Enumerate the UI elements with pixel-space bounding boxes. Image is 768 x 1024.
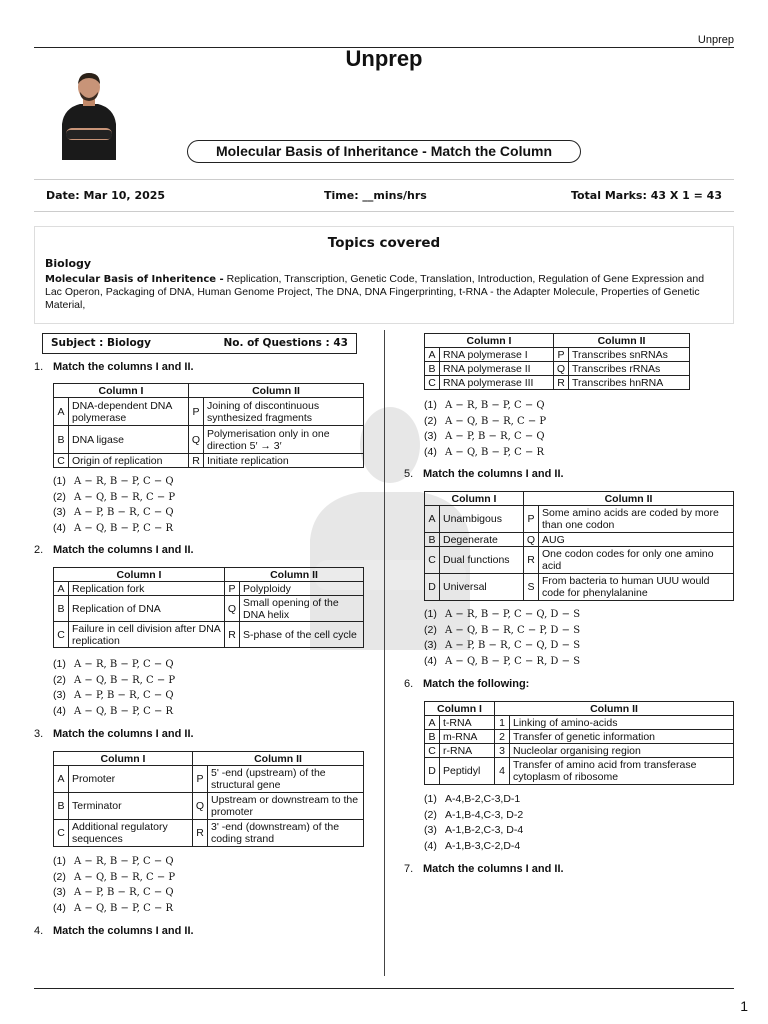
- column-2-cell: Transfer of genetic information: [510, 730, 734, 744]
- document-title: Molecular Basis of Inheritance - Match the Column: [187, 140, 581, 163]
- column-2-cell: AUG: [539, 533, 734, 547]
- match-table-q2: [53, 567, 364, 648]
- options-q2: [53, 657, 175, 719]
- row-key: Q: [193, 793, 208, 820]
- row-key: Q: [554, 362, 569, 376]
- table-row: [54, 426, 364, 454]
- table-row: [425, 348, 690, 362]
- table-row: [54, 766, 364, 793]
- row-key: S: [524, 574, 539, 601]
- table-row: [54, 596, 364, 622]
- option-2[interactable]: (2) A − Q, B − R, C − P, D − S: [424, 623, 581, 636]
- column-2-cell: 3' -end (downstream) of the coding strand: [208, 820, 364, 847]
- row-key: R: [189, 454, 204, 468]
- row-letter: D: [425, 758, 440, 785]
- option-3[interactable]: (3) A − P, B − R, C − Q: [53, 689, 174, 701]
- column-1-cell: r-RNA: [440, 744, 495, 758]
- column-2-cell: Transcribes hnRNA: [569, 376, 690, 390]
- question-text: Match the columns I and II.: [53, 728, 194, 740]
- row-key: R: [193, 820, 208, 847]
- topics-subject: Biology: [45, 257, 92, 270]
- row-letter: B: [425, 533, 440, 547]
- option-4[interactable]: (4) A − Q, B − P, C − R: [53, 521, 174, 534]
- page-number: 1: [740, 998, 748, 1014]
- options-q3: [53, 854, 175, 916]
- row-letter: B: [425, 730, 440, 744]
- row-letter: B: [54, 426, 69, 454]
- total-marks-label: Total Marks: 43 X 1 = 43: [570, 189, 722, 202]
- column-2-cell: Some amino acids are coded by more than one codon: [539, 506, 734, 533]
- question-5-heading: [404, 468, 564, 480]
- column-2-cell: Transfer of amino acid from transferase cytoplasm of ribosome: [510, 758, 734, 785]
- column-2-header: Column II: [524, 492, 734, 506]
- column-2-cell: Polymerisation only in one direction 5′ → 3′: [204, 426, 364, 454]
- column-1-cell: RNA polymerase I: [440, 348, 554, 362]
- row-letter: B: [425, 362, 440, 376]
- table-row: [425, 574, 734, 601]
- question-text: Match the columns I and II.: [53, 925, 194, 937]
- row-key: 4: [495, 758, 510, 785]
- option-1[interactable]: (1) A − R, B − P, C − Q: [53, 658, 174, 670]
- column-2-header: Column II: [189, 384, 364, 398]
- table-row: [54, 622, 364, 648]
- column-1-header: Column I: [425, 334, 554, 348]
- match-table-q1: [53, 383, 364, 468]
- column-1-cell: Promoter: [69, 766, 193, 793]
- column-1-cell: Terminator: [69, 793, 193, 820]
- option-2[interactable]: (2) A-1,B-4,C-3, D-2: [424, 808, 524, 821]
- row-letter: C: [54, 820, 69, 847]
- brand-title: Unprep: [345, 46, 423, 71]
- row-key: 1: [495, 716, 510, 730]
- match-table-q5: [424, 491, 734, 601]
- column-1-cell: RNA polymerase III: [440, 376, 554, 390]
- option-4[interactable]: (4) A − Q, B − P, C − R: [424, 445, 545, 458]
- row-letter: A: [425, 506, 440, 533]
- column-divider: [384, 330, 385, 976]
- row-letter: A: [425, 348, 440, 362]
- topics-items: Replication, Transcription, Genetic Code, Translation, Introduction, Regulation of Gene Expression and Lac Operon, Packaging of DNA, Human Genome Project, The DNA, DNA Fingerprinting, t-RNA - the Adapter Molecule, Properties of Genetic Material,: [45, 273, 705, 311]
- column-2-cell: 5' -end (upstream) of the structural gene: [208, 766, 364, 793]
- question-2-heading: [34, 544, 194, 556]
- table-row: [425, 506, 734, 533]
- column-2-cell: One codon codes for only one amino acid: [539, 547, 734, 574]
- question-4-heading: [34, 925, 194, 937]
- row-letter: A: [54, 582, 69, 596]
- question-text: Match the columns I and II.: [423, 863, 564, 875]
- column-2-cell: Nucleolar organising region: [510, 744, 734, 758]
- row-key: Q: [189, 426, 204, 454]
- row-letter: A: [54, 766, 69, 793]
- option-1[interactable]: (1) A − R, B − P, C − Q, D − S: [424, 608, 581, 620]
- date-label: Date: Mar 10, 2025: [46, 189, 166, 202]
- option-3[interactable]: (3) A − P, B − R, C − Q: [424, 430, 545, 442]
- author-avatar: [58, 72, 120, 160]
- table-row: [54, 582, 364, 596]
- question-number: 7.: [404, 863, 414, 875]
- row-letter: A: [54, 398, 69, 426]
- column-2-cell: Linking of amino-acids: [510, 716, 734, 730]
- option-2[interactable]: (2) A − Q, B − R, C − P: [53, 490, 176, 503]
- column-1-header: Column I: [54, 568, 225, 582]
- column-2-cell: S-phase of the cell cycle: [240, 622, 364, 648]
- row-key: P: [193, 766, 208, 793]
- column-1-header: Column I: [425, 702, 495, 716]
- footer-rule: [34, 988, 734, 989]
- option-1[interactable]: (1) A − R, B − P, C − Q: [53, 475, 174, 487]
- table-row: [425, 758, 734, 785]
- option-1[interactable]: (1) A-4,B-2,C-3,D-1: [424, 793, 521, 805]
- meta-rule: [34, 211, 734, 212]
- column-1-cell: RNA polymerase II: [440, 362, 554, 376]
- row-key: 2: [495, 730, 510, 744]
- column-1-cell: Replication fork: [69, 582, 225, 596]
- option-3[interactable]: (3) A − P, B − R, C − Q, D − S: [424, 639, 581, 651]
- table-row: [54, 793, 364, 820]
- question-6-heading: [404, 678, 529, 690]
- column-2-cell: Transcribes snRNAs: [569, 348, 690, 362]
- column-1-cell: Origin of replication: [69, 454, 189, 468]
- options-q4: [424, 398, 546, 460]
- table-row: [425, 547, 734, 574]
- subject-label: Subject : Biology: [51, 337, 152, 349]
- question-number: 3.: [34, 728, 44, 740]
- row-key: 3: [495, 744, 510, 758]
- table-row: [425, 376, 690, 390]
- column-1-cell: m-RNA: [440, 730, 495, 744]
- column-1-cell: Dual functions: [440, 547, 524, 574]
- question-number: 6.: [404, 678, 414, 690]
- question-7-heading: [404, 863, 564, 875]
- column-1-cell: Degenerate: [440, 533, 524, 547]
- topics-list: [45, 273, 723, 312]
- column-1-cell: DNA-dependent DNA polymerase: [69, 398, 189, 426]
- row-letter: C: [54, 622, 69, 648]
- match-table-q6: [424, 701, 734, 785]
- column-1-header: Column I: [54, 384, 189, 398]
- question-text: Match the following:: [423, 678, 530, 690]
- meta-rule: [34, 179, 734, 180]
- table-row: [425, 730, 734, 744]
- column-2-cell: From bacteria to human UUU would code for phenylalanine: [539, 574, 734, 601]
- time-label: Time: __mins/hrs: [324, 189, 427, 202]
- row-key: Q: [524, 533, 539, 547]
- column-1-cell: Additional regulatory sequences: [69, 820, 193, 847]
- option-4[interactable]: (4) A-1,B-3,C-2,D-4: [424, 839, 521, 852]
- column-2-cell: Initiate replication: [204, 454, 364, 468]
- question-number: 1.: [34, 361, 44, 373]
- table-row: [54, 454, 364, 468]
- match-table-q4: [424, 333, 690, 390]
- column-1-header: Column I: [425, 492, 524, 506]
- option-1[interactable]: (1) A − R, B − P, C − Q: [424, 399, 545, 411]
- options-q6: [424, 792, 523, 854]
- topics-heading: Topics covered: [327, 235, 441, 251]
- question-text: Match the columns I and II.: [53, 544, 194, 556]
- table-row: [54, 398, 364, 426]
- row-letter: C: [425, 547, 440, 574]
- row-key: P: [225, 582, 240, 596]
- row-key: R: [225, 622, 240, 648]
- column-2-cell: Joining of discontinuous synthesized fragments: [204, 398, 364, 426]
- row-key: P: [524, 506, 539, 533]
- column-2-header: Column II: [193, 752, 364, 766]
- question-count: No. of Questions : 43: [223, 337, 348, 349]
- row-letter: C: [425, 376, 440, 390]
- column-2-header: Column II: [495, 702, 734, 716]
- option-2[interactable]: (2) A − Q, B − R, C − P: [53, 870, 176, 883]
- option-4[interactable]: (4) A − Q, B − P, C − R: [53, 704, 174, 717]
- option-2[interactable]: (2) A − Q, B − R, C − P: [424, 414, 547, 427]
- meta-row: [46, 189, 722, 203]
- row-letter: B: [54, 793, 69, 820]
- row-key: P: [554, 348, 569, 362]
- row-key: R: [554, 376, 569, 390]
- row-letter: A: [425, 716, 440, 730]
- column-1-cell: Universal: [440, 574, 524, 601]
- column-1-cell: Replication of DNA: [69, 596, 225, 622]
- table-row: [425, 533, 734, 547]
- topics-covered-box: [34, 226, 734, 324]
- option-3[interactable]: (3) A − P, B − R, C − Q: [53, 886, 174, 898]
- column-2-header: Column II: [554, 334, 690, 348]
- table-row: [54, 820, 364, 847]
- row-letter: B: [54, 596, 69, 622]
- column-2-cell: Upstream or downstream to the promoter: [208, 793, 364, 820]
- column-1-cell: Unambigous: [440, 506, 524, 533]
- question-text: Match the columns I and II.: [423, 468, 564, 480]
- column-1-header: Column I: [54, 752, 193, 766]
- option-1[interactable]: (1) A − R, B − P, C − Q: [53, 855, 174, 867]
- row-key: Q: [225, 596, 240, 622]
- subject-box: [42, 333, 357, 354]
- match-table-q3: [53, 751, 364, 847]
- question-3-heading: [34, 728, 194, 740]
- question-number: 2.: [34, 544, 44, 556]
- option-4[interactable]: (4) A − Q, B − P, C − R: [53, 901, 174, 914]
- table-row: [425, 716, 734, 730]
- option-4[interactable]: (4) A − Q, B − P, C − R, D − S: [424, 654, 581, 667]
- option-3[interactable]: (3) A-1,B-2,C-3, D-4: [424, 824, 524, 836]
- topics-chapter: Molecular Basis of Inheritence -: [45, 274, 224, 285]
- option-3[interactable]: (3) A − P, B − R, C − Q: [53, 506, 174, 518]
- column-2-header: Column II: [225, 568, 364, 582]
- column-2-cell: Transcribes rRNAs: [569, 362, 690, 376]
- column-1-cell: Failure in cell division after DNA replication: [69, 622, 225, 648]
- row-letter: D: [425, 574, 440, 601]
- options-q1: [53, 474, 175, 536]
- column-1-cell: Peptidyl: [440, 758, 495, 785]
- option-2[interactable]: (2) A − Q, B − R, C − P: [53, 673, 176, 686]
- table-row: [425, 362, 690, 376]
- row-letter: C: [54, 454, 69, 468]
- column-1-cell: t-RNA: [440, 716, 495, 730]
- table-row: [425, 744, 734, 758]
- question-number: 5.: [404, 468, 414, 480]
- question-text: Match the columns I and II.: [53, 361, 194, 373]
- row-key: P: [189, 398, 204, 426]
- column-2-cell: Polyploidy: [240, 582, 364, 596]
- row-letter: C: [425, 744, 440, 758]
- question-1-heading: [34, 361, 194, 373]
- question-number: 4.: [34, 925, 44, 937]
- column-2-cell: Small opening of the DNA helix: [240, 596, 364, 622]
- row-key: R: [524, 547, 539, 574]
- column-1-cell: DNA ligase: [69, 426, 189, 454]
- options-q5: [424, 607, 580, 669]
- header-brand-small: Unprep: [697, 34, 734, 46]
